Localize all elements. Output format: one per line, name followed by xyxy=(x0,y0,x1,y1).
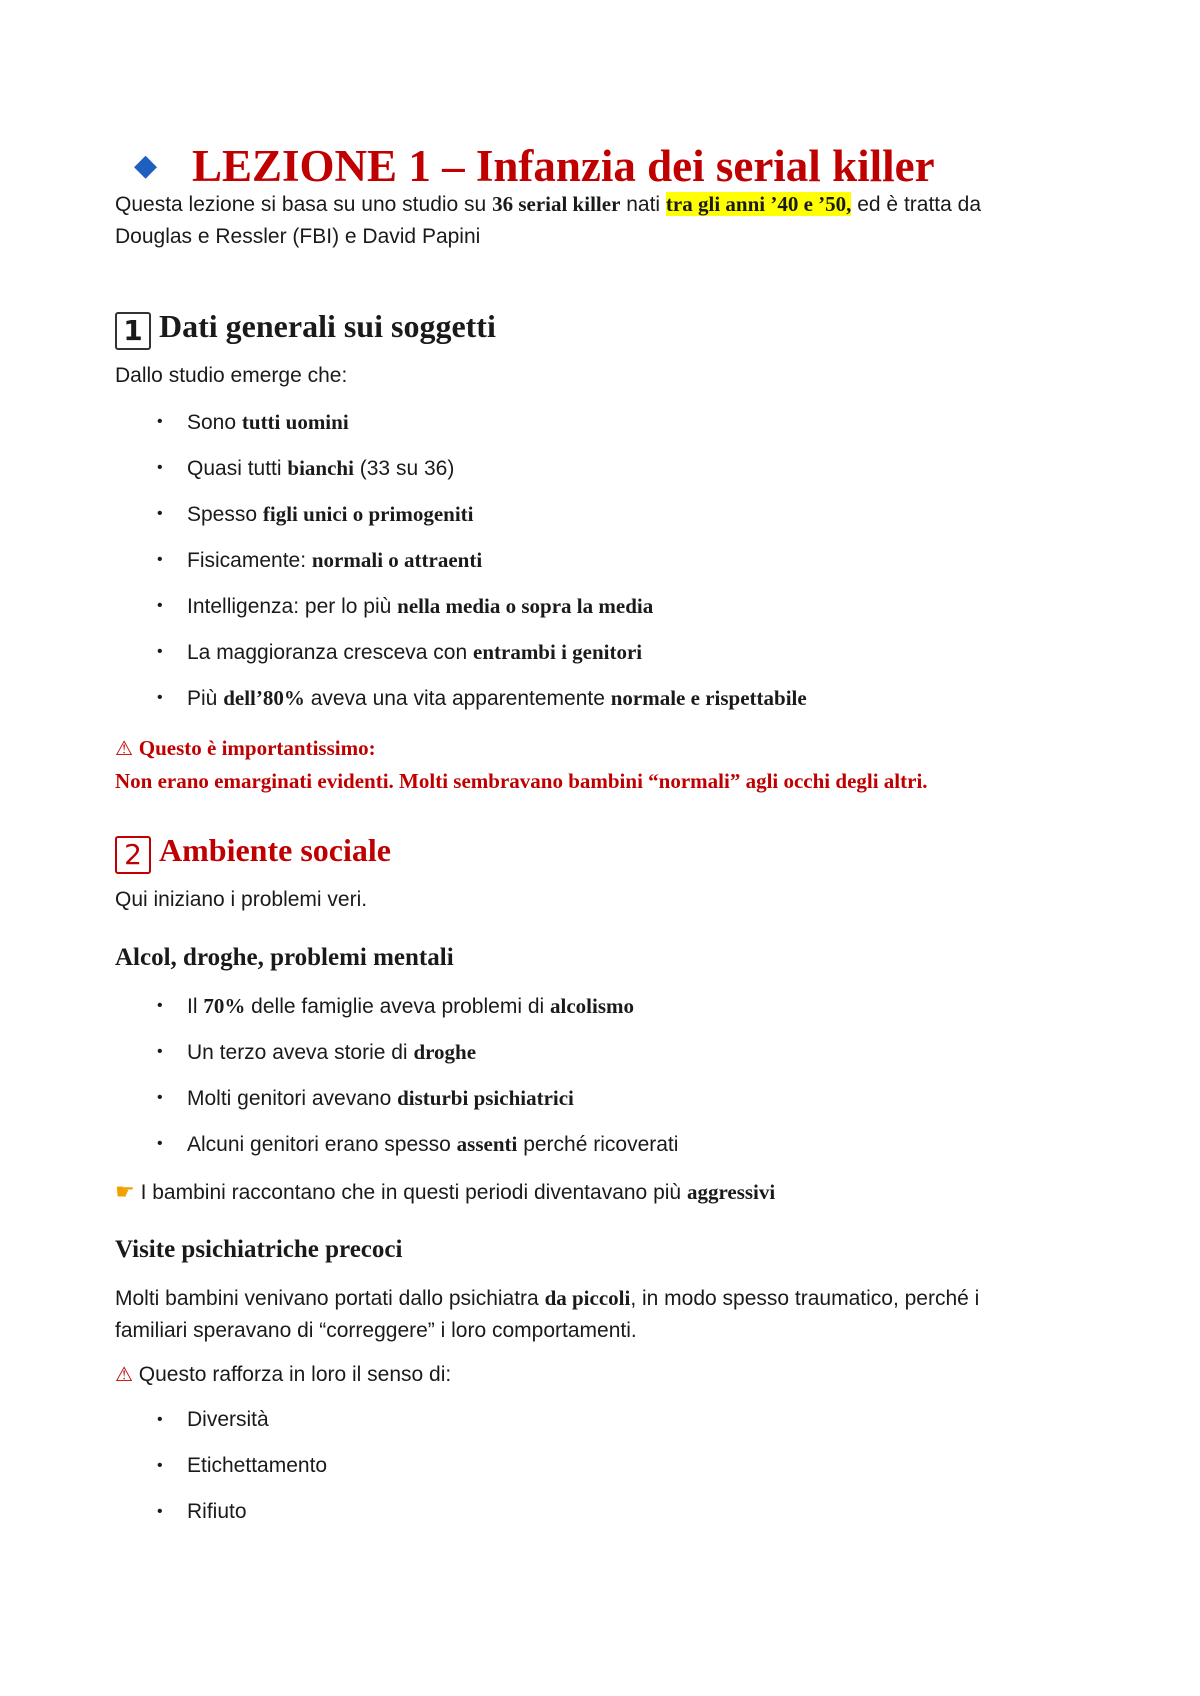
section2-list-1 xyxy=(0,990,678,1174)
page-title: ◆ LEZIONE 1 – Infanzia dei serial killer xyxy=(134,141,935,191)
diamond-icon: ◆ xyxy=(134,149,158,182)
list-item: • Molti genitori avevano disturbi psichiatrici xyxy=(157,1086,574,1110)
pointing-hand-icon: ☛ xyxy=(115,1180,135,1205)
intro-paragraph: Questa lezione si basa su uno studio su 36 serial killer nati tra gli anni ’40 e ’50, ed è tratta da Douglas e Ressler (FBI) e David Papini xyxy=(115,192,981,248)
subheading-alcol: Alcol, droghe, problemi mentali xyxy=(115,944,454,971)
section-heading-2: 2 Ambiente sociale xyxy=(115,832,391,874)
subheading-visite: Visite psichiatriche precoci xyxy=(115,1236,403,1263)
warning-icon: ⚠ xyxy=(115,736,133,760)
list-item: • Alcuni genitori erano spesso assenti perché ricoverati xyxy=(157,1132,679,1156)
list-item: • Diversità xyxy=(157,1408,269,1431)
list-item: • Intelligenza: per lo più nella media o sopra la media xyxy=(157,594,654,618)
list-item: • Spesso figli unici o primogeniti xyxy=(157,502,474,526)
list-item: • Rifiuto xyxy=(157,1500,247,1523)
highlighted-dates: tra gli anni ’40 e ’50, xyxy=(665,192,852,216)
warning-line: ⚠ Questo rafforza in loro il senso di: xyxy=(115,1362,452,1386)
list-item: • Sono tutti uomini xyxy=(157,410,349,434)
number-two-icon: 2 xyxy=(115,836,151,874)
list-item: • Più dell’80% aveva una vita apparentemente normale e rispettabile xyxy=(157,686,807,710)
section2-list-2 xyxy=(0,1404,327,1542)
list-item: • Quasi tutti bianchi (33 su 36) xyxy=(157,456,455,480)
number-one-icon: 1 xyxy=(115,312,151,350)
warning-block: ⚠ Questo è importantissimo: Non erano emarginati evidenti. Molti sembravano bambini “normali” agli occhi degli altri. xyxy=(115,736,928,793)
note-paragraph: ☛ I bambini raccontano che in questi periodi diventavano più aggressivi xyxy=(115,1180,776,1205)
list-item: • La maggioranza cresceva con entrambi i genitori xyxy=(157,640,643,664)
visite-paragraph: Molti bambini venivano portati dallo psichiatra da piccoli, in modo spesso traumatico, perché i familiari speravano di “correggere” i loro comportamenti. xyxy=(115,1286,980,1342)
list-item: • Fisicamente: normali o attraenti xyxy=(157,548,483,572)
warning-icon: ⚠ xyxy=(115,1362,133,1386)
section2-lead: Qui iniziano i problemi veri. xyxy=(115,888,368,911)
list-item: • Un terzo aveva storie di droghe xyxy=(157,1040,477,1064)
section-heading-1: 1 Dati generali sui soggetti xyxy=(115,308,496,350)
list-item: • Etichettamento xyxy=(157,1454,328,1477)
section1-list xyxy=(0,406,807,728)
list-item: • Il 70% delle famiglie aveva problemi di alcolismo xyxy=(157,994,634,1018)
section1-lead: Dallo studio emerge che: xyxy=(115,364,348,387)
